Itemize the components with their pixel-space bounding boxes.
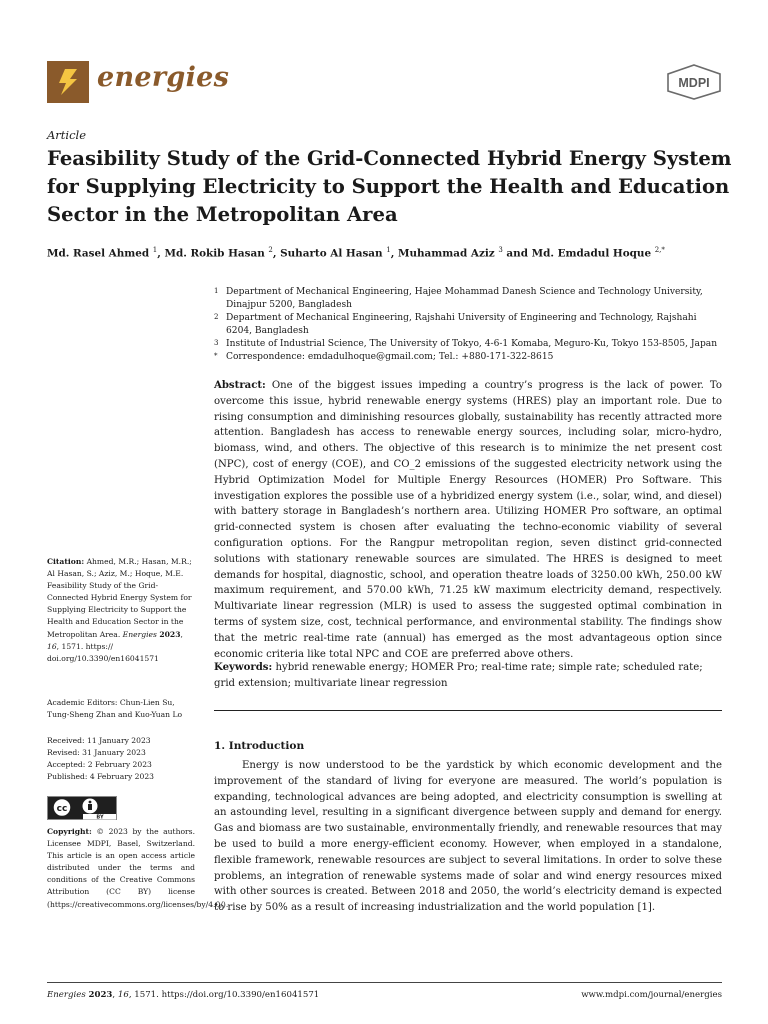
footer-volume: 16 — [117, 990, 129, 1000]
affiliation-mark: 1 — [214, 287, 219, 295]
cc-label: cc — [56, 804, 68, 814]
citation-volume: 16 — [47, 641, 57, 651]
author-affiliation-mark: 1 — [386, 246, 391, 254]
footer-divider — [47, 982, 722, 983]
journal-logo — [47, 61, 89, 103]
affiliation-list — [214, 286, 724, 365]
by-label: BY — [96, 814, 104, 820]
affiliation-text: Department of Mechanical Engineering, Rajshahi University of Engineering and Technology, Rajshahi 6204, Bangladesh — [226, 313, 697, 337]
citation-text: Ahmed, M.R.; Hasan, M.R.; Al Hasan, S.; Aziz, M.; Hoque, M.E. Feasibility Study of the Grid-Connected Hybrid Energy System for Supplying Electricity to Support the Health and Education Sector in the Metropolitan Area. — [47, 557, 192, 639]
affiliation-item — [214, 312, 724, 338]
paper-title: Feasibility Study of the Grid-Connected Hybrid Energy System for Supplying Electricity to Support the Health and Education Sector in the Metropolitan Area — [47, 147, 732, 226]
author-name: Suharto Al Hasan — [280, 247, 383, 260]
lightning-bolt-icon — [55, 67, 81, 97]
abstract — [214, 378, 722, 662]
author-affiliation-mark: 2,* — [654, 246, 665, 254]
abstract-label: Abstract: — [214, 379, 266, 391]
affiliation-text: Institute of Industrial Science, The University of Tokyo, 4-6-1 Komaba, Meguro-Ku, Tokyo 153-8505, Japan — [226, 339, 718, 350]
citation-doi[interactable]: , 1571. https:// doi.org/10.3390/en16041571 — [47, 641, 159, 663]
citation-label: Citation: — [47, 557, 85, 566]
journal-name: energies — [97, 62, 230, 93]
author-name: Md. Rokib Hasan — [164, 247, 265, 260]
revised-date: Revised: 31 January 2023 — [47, 748, 146, 758]
affiliation-text: Department of Mechanical Engineering, Hajee Mohammad Danesh Science and Technology University, Dinajpur 5200, Bangladesh — [226, 287, 703, 311]
article-type: Article — [47, 128, 87, 142]
author-list: Md. Rasel Ahmed $^1$, Md. Rokib Hasan $^2$, Suharto Al Hasan $^1$, Muhammad Aziz $^3$ and Md. Emdadul Hoque $^{2,*}$ — [47, 246, 665, 260]
received-date: Received: 11 January 2023 — [47, 736, 151, 745]
copyright-label: Copyright: — [47, 827, 92, 836]
author-affiliation-mark: 1 — [152, 246, 158, 254]
cc-by-license-icon[interactable] — [47, 796, 117, 820]
author-name: Md. Emdadul Hoque — [531, 247, 652, 260]
publisher-name: MDPI — [678, 76, 710, 90]
footer-doi[interactable]: , 1571. https://doi.org/10.3390/en16041571 — [128, 990, 320, 1000]
citation-journal: Energies — [122, 629, 157, 639]
keywords — [214, 660, 722, 692]
copyright-block — [47, 826, 229, 911]
affiliation-mark: * — [214, 352, 218, 361]
author-name: Md. Rasel Ahmed — [47, 247, 150, 260]
footer-citation: Energies 2023, 16, 1571. https://doi.org/10.3390/en16041571 — [47, 990, 320, 1000]
author-name: Muhammad Aziz — [397, 247, 495, 260]
affiliation-item — [214, 351, 724, 364]
affiliation-mark: 2 — [214, 313, 219, 322]
footer-journal-url[interactable]: www.mdpi.com/journal/energies — [581, 990, 722, 1000]
citation-block: Citation: Ahmed, M.R.; Hasan, M.R.; Al Hasan, S.; Aziz, M.; Hoque, M.E. Feasibility Study of the Grid-Connected Hybrid Energy System for Supplying Electricity to Support the Health and Education Sector in the Metropolitan Area. Energies 2023, 16, 1571. https:// doi.org/10.3390/en16041571 — [47, 557, 192, 663]
affiliation-item — [214, 286, 724, 312]
section-heading: 1. Introduction — [214, 740, 305, 752]
abstract-text: One of the biggest issues impeding a country’s progress is the lack of power. To overcome this issue, hybrid renewable energy systems (HRES) play an important role. Due to rising consumption and diminishing resources globally, sustainability has recently attracted more attention. Bangladesh has access to renewable energy sources, including solar, micro-hydro, biomass, wind, and others. The objective of this research is to minimize the net present cost (NPC), cost of energy (COE), and CO_2 emissions of the suggested electricity network using the Hybrid Optimization Model for Multiple Energy Resources (HOMER) Pro Software. This investigation explores the possible use of a hybridized energy system (i.e., solar, wind, and diesel) with battery storage in Bangladesh’s northern area. Utilizing HOMER Pro software, an optimal grid-connected system is chosen after evaluating the techno-economic viability of several configuration options. For the Rangpur metropolitan region, seven distinct grid-connected solutions with stationary renewable sources are simulated. The HRES is designed to meet demands for hospital, diagnostic, school, and operation theatre loads of 3250.00 kWh, 250.00 kW maximum requirement, and 570.00 kWh, 71.25 kW maximum electricity demand, respectively. Multivariate linear regression (MLR) is used to assess the suggested optimal combination in terms of system size, cost, technical performance, and environmental stability. The findings show that the metric real-time rate (annual) has emerged as the most advantageous option since economic criteria like total NPC and COE are preferred above others. — [214, 380, 722, 660]
publisher-logo — [666, 64, 722, 100]
published-date: Published: 4 February 2023 — [47, 772, 154, 782]
author-affiliation-mark: 2 — [268, 246, 273, 254]
footer-journal: Energies — [47, 990, 86, 1000]
keywords-label: Keywords: — [214, 661, 273, 673]
author-affiliation-mark: 3 — [498, 246, 503, 254]
correspondence-text: Correspondence: emdadulhoque@gmail.com; Tel.: +880-171-322-8615 — [226, 352, 554, 363]
citation-year: 2023 — [159, 629, 181, 639]
keywords-text: hybrid renewable energy; HOMER Pro; real-time rate; simple rate; scheduled rate; grid extension; multivariate linear regression — [214, 662, 703, 689]
affiliation-mark: 3 — [214, 339, 219, 348]
affiliation-item — [214, 338, 724, 351]
publication-dates — [47, 735, 195, 783]
divider — [214, 710, 722, 711]
copyright-text: © 2023 by the authors. Licensee MDPI, Basel, Switzerland. This article is an open access article distributed under the terms and conditions of the Creative Commons Attribution (CC BY) license (https://creativecommons.org/licenses/by/4.0/). — [47, 827, 229, 909]
introduction-paragraph: Energy is now understood to be the yardstick by which economic development and the improvement of the standard of living for everyone are measured. The world’s population is expanding, technological advances are being adopted, and electricity consumption is swelling at an astounding level, resulting in a significant divergence between supply and demand for energy. Gas and biomass are two sustainable, environmentally friendly, and renewable resources that may be used to build a more energy-efficient economy. However, when employed in a standalone, flexible framework, renewable resources are subject to several limitations. In order to solve these problems, an integration of renewable systems made of solar and wind energy resources mixed with other sources is created. Between 2018 and 2050, the world’s electricity demand is expected to rise by 50% as a result of increasing industrialization and the world population [1]. — [214, 760, 722, 914]
footer-year: 2023 — [88, 990, 113, 1000]
academic-editors: Academic Editors: Chun-Lien Su, Tung-Sheng Zhan and Kuo-Yuan Lo — [47, 698, 183, 720]
accepted-date: Accepted: 2 February 2023 — [47, 760, 152, 770]
